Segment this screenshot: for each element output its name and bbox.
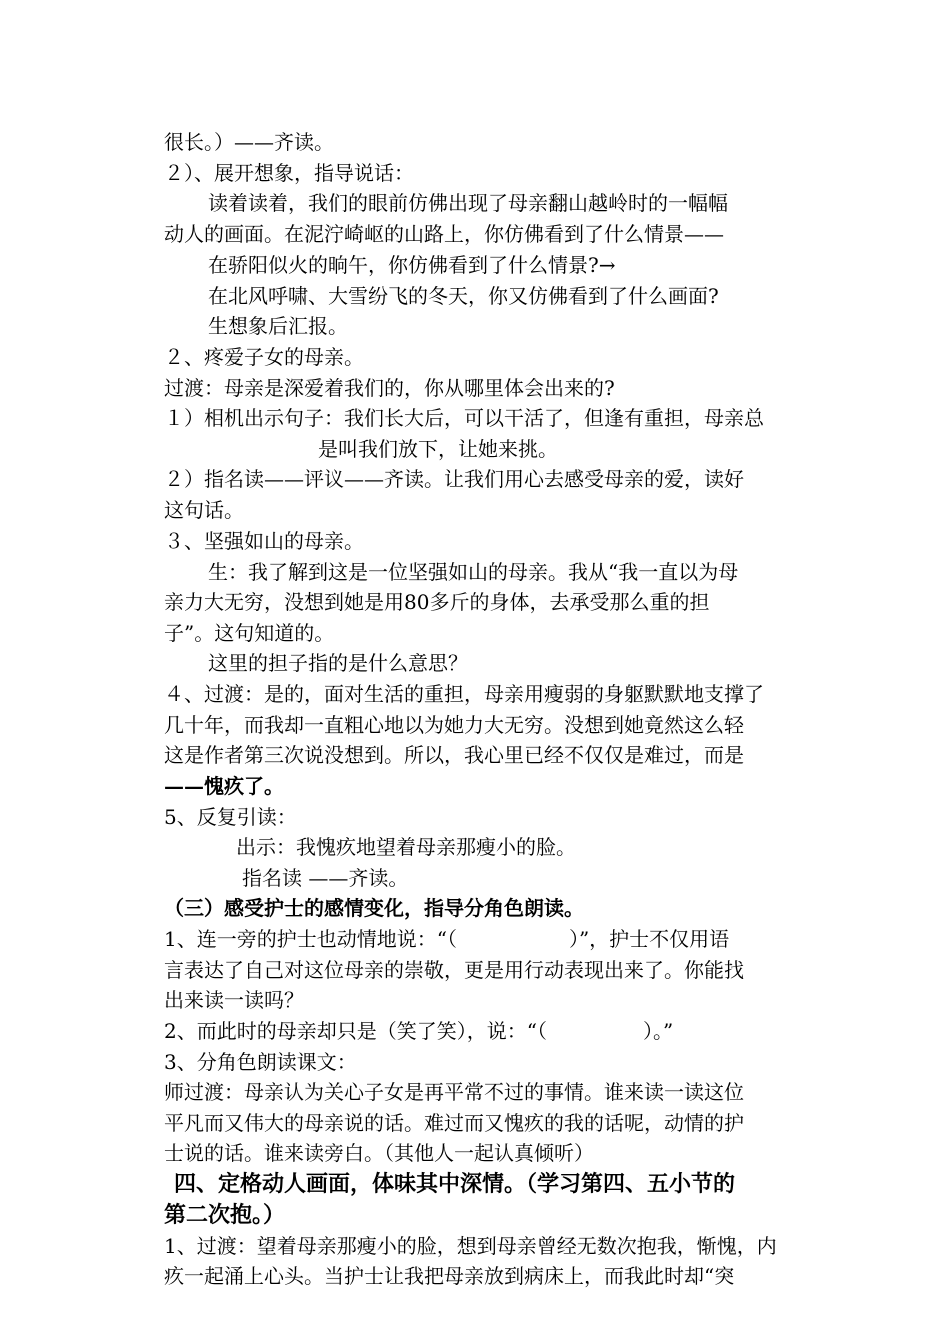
text-line: 疚一起涌上心头。当护士让我把母亲放到病床上，而我此时却“突: [164, 1264, 735, 1288]
text-line: １）相机出示句子：我们长大后，可以干活了，但逢有重担，母亲总: [164, 406, 764, 430]
text-line: 士说的话。谁来读旁白。（其他人一起认真倾听）: [164, 1141, 594, 1165]
text-line: 言表达了自己对这位母亲的崇敬，更是用行动表现出来了。你能找: [164, 958, 744, 982]
text-line: 在北风呼啸、大雪纷飞的冬天，你又仿佛看到了什么画面?: [208, 284, 719, 308]
text-line: 5、反复引读：: [164, 805, 297, 829]
text-line: 读着读着，我们的眼前仿佛出现了母亲翻山越岭时的一幅幅: [208, 191, 728, 215]
text-line: [164, 924, 790, 954]
text-line: 在骄阳似火的晌午，你仿佛看到了什么情景?→: [208, 253, 616, 277]
text-line: 这是作者第三次说没想到。所以，我心里已经不仅仅是难过，而是: [164, 743, 744, 767]
text-line: ３、坚强如山的母亲。: [164, 529, 364, 553]
text-line: 1、过渡：望着母亲那瘦小的脸，想到母亲曾经无数次抱我，惭愧，内: [164, 1234, 777, 1258]
text-line: 这句话。: [164, 498, 244, 522]
section-heading: （三）感受护士的感情变化，指导分角色朗读。: [164, 896, 584, 920]
text-line: 出示：我愧疚地望着母亲那瘦小的脸。: [236, 835, 576, 859]
text-line: 子”。这句知道的。: [164, 621, 335, 645]
text-line: 很长。）——齐读。: [164, 130, 334, 154]
text-line: ２）、展开想象，指导说话：: [164, 161, 414, 185]
text-line: 平凡而又伟大的母亲说的话。难过而又愧疚的我的话呢，动情的护: [164, 1111, 744, 1135]
text-line: 指名读 ——齐读。: [242, 866, 409, 890]
text-line: ２、疼爱子女的母亲。: [164, 345, 364, 369]
text-fragment: 2、而此时的母亲却只是（笑了笑），说：“（: [164, 1019, 547, 1043]
text-line: 3、分角色朗读课文：: [164, 1050, 357, 1074]
text-line: ——愧疚了。: [164, 774, 284, 798]
text-line: 亲力大无穷，没想到她是用80多斤的身体，去承受那么重的担: [164, 590, 710, 614]
text-line: 师过渡：母亲认为关心子女是再平常不过的事情。谁来读一读这位: [164, 1080, 744, 1104]
text-line: 过渡：母亲是深爱着我们的，你从哪里体会出来的?: [164, 376, 615, 400]
text-line: 这里的担子指的是什么意思？: [208, 651, 468, 675]
text-line: [164, 1016, 790, 1046]
text-line: 生想象后汇报。: [208, 314, 348, 338]
text-line: 出来读一读吗？: [164, 988, 304, 1012]
text-fragment: 1、连一旁的护士也动情地说：“（: [164, 927, 457, 951]
text-line: ４、过渡：是的，面对生活的重担，母亲用瘦弱的身躯默默地支撑了: [164, 682, 764, 706]
text-fragment: ）。”: [642, 1019, 674, 1043]
chapter-heading: 第二次抱。）: [164, 1202, 286, 1228]
text-line: ２）指名读——评议——齐读。让我们用心去感受母亲的爱，读好: [164, 467, 744, 491]
text-line: 生：我了解到这是一位坚强如山的母亲。我从“我一直以为母: [208, 560, 739, 584]
text-line: 动人的画面。在泥泞崎岖的山路上，你仿佛看到了什么情景——: [164, 222, 724, 246]
text-line: 几十年，而我却一直粗心地以为她力大无穷。没想到她竟然这么轻: [164, 713, 744, 737]
chapter-heading: 四、定格动人画面，体味其中深情。（学习第四、五小节的: [174, 1171, 736, 1197]
text-line: 是叫我们放下，让她来挑。: [318, 437, 558, 461]
text-fragment: ）”，护士不仅用语: [568, 927, 730, 951]
